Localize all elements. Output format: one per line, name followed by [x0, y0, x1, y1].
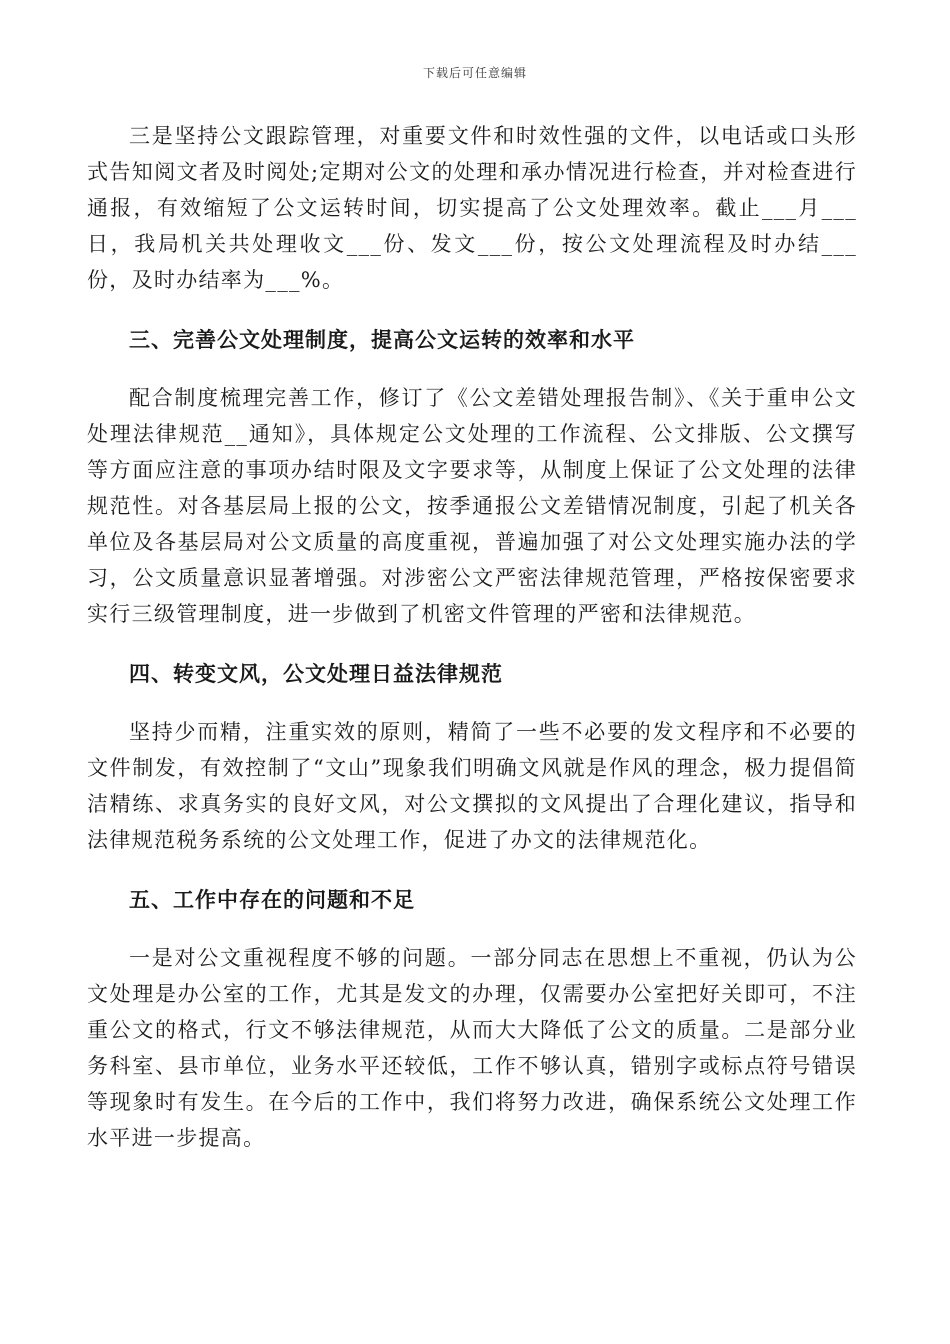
section-heading-3: 三、完善公文处理制度，提高公文运转的效率和水平	[129, 328, 635, 352]
paragraph-tracking-management: 三是坚持公文跟踪管理，对重要文件和时效性强的文件，以电话或口头形式告知阅文者及时阅处;定期对公文的处理和承办情况进行检查，并对检查进行通报，有效缩短了公文运转时间，切实提高了公文处理效率。截止___月___日，我局机关共处理收文___份、发文___份，按公文处理流程及时办结___份，及时办结率为___%。	[87, 124, 857, 292]
document-body	[87, 118, 857, 1156]
section-heading-4: 四、转变文风，公文处理日益法律规范	[129, 662, 503, 686]
paragraph-system-improvement: 配合制度梳理完善工作，修订了《公文差错处理报告制》、《关于重申公文处理法律规范__通知》，具体规定公文处理的工作流程、公文排版、公文撰写等方面应注意的事项办结时限及文字要求等，从制度上保证了公文处理的法律规范性。对各基层局上报的公文，按季通报公文差错情况制度，引起了机关各单位及各基层局对公文质量的高度重视，普遍加强了对公文处理实施办法的学习，公文质量意识显著增强。对涉密公文严密法律规范管理，严格按保密要求实行三级管理制度，进一步做到了机密文件管理的严密和法律规范。	[87, 386, 857, 626]
section-heading-5: 五、工作中存在的问题和不足	[129, 888, 415, 912]
page-header: 下载后可任意编辑	[422, 66, 527, 80]
paragraph-problems: 一是对公文重视程度不够的问题。一部分同志在思想上不重视，仍认为公文处理是办公室的工作，尤其是发文的办理，仅需要办公室把好关即可，不注重公文的格式，行文不够法律规范，从而大大降低了公文的质量。二是部分业务科室、县市单位，业务水平还较低，工作不够认真，错别字或标点符号错误等现象时有发生。在今后的工作中，我们将努力改进，确保系统公文处理工作水平进一步提高。	[87, 946, 857, 1150]
paragraph-writing-style: 坚持少而精，注重实效的原则，精简了一些不必要的发文程序和不必要的文件制发，有效控制了“文山”现象我们明确文风就是作风的理念，极力提倡简洁精练、求真务实的良好文风，对公文撰拟的文风提出了合理化建议，指导和法律规范税务系统的公文处理工作，促进了办文的法律规范化。	[87, 720, 857, 852]
